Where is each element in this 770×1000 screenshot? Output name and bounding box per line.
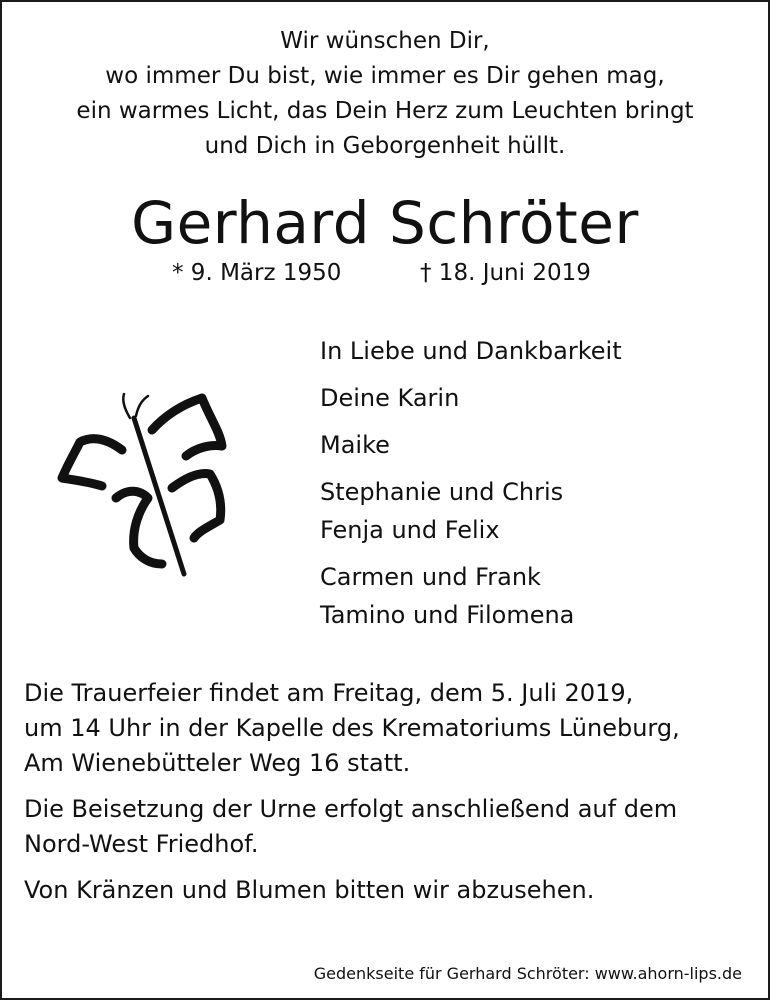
- poem-line: und Dich in Geborgenheit hüllt.: [204, 133, 566, 159]
- family-group: [320, 379, 622, 417]
- memorial-page-link[interactable]: Gedenkseite für Gerhard Schröter: www.ahorn-lips.de: [313, 964, 742, 983]
- butterfly-icon: [50, 388, 235, 588]
- poem-line: Wir wünschen Dir,: [280, 28, 490, 54]
- death-date: † 18. Juni 2019: [420, 260, 591, 286]
- family-group: [320, 473, 622, 549]
- family-line: Deine Karin: [320, 384, 460, 412]
- family-group: [320, 332, 622, 370]
- family-line: Carmen und Frank: [320, 563, 541, 591]
- family-line: Stephanie und Chris: [320, 478, 564, 506]
- flowers-paragraph: [24, 873, 754, 908]
- ceremony-paragraph: [24, 676, 754, 781]
- family-group: [320, 426, 622, 464]
- poem: [0, 24, 770, 164]
- family-line: Tamino und Filomena: [320, 601, 575, 629]
- birth-date: * 9. März 1950: [172, 260, 342, 286]
- family-list: [320, 332, 622, 643]
- info-line: Von Kränzen und Blumen bitten wir abzusehen.: [24, 876, 595, 904]
- info-line: Nord-West Friedhof.: [24, 830, 259, 858]
- info-line: Die Trauerfeier findet am Freitag, dem 5. Juli 2019,: [24, 679, 634, 707]
- ceremony-info: [24, 676, 754, 919]
- family-line: In Liebe und Dankbarkeit: [320, 337, 622, 365]
- poem-line: wo immer Du bist, wie immer es Dir gehen mag,: [105, 63, 665, 89]
- poem-line: ein warmes Licht, das Dein Herz zum Leuchten bringt: [76, 98, 694, 124]
- burial-paragraph: [24, 792, 754, 862]
- family-line: Maike: [320, 431, 390, 459]
- deceased-name: Gerhard Schröter: [131, 189, 639, 257]
- info-line: Am Wienebütteler Weg 16 statt.: [24, 749, 411, 777]
- family-line: Fenja und Felix: [320, 516, 500, 544]
- family-group: [320, 558, 622, 634]
- info-line: Die Beisetzung der Urne erfolgt anschließend auf dem: [24, 795, 678, 823]
- info-line: um 14 Uhr in der Kapelle des Krematoriums Lüneburg,: [24, 714, 680, 742]
